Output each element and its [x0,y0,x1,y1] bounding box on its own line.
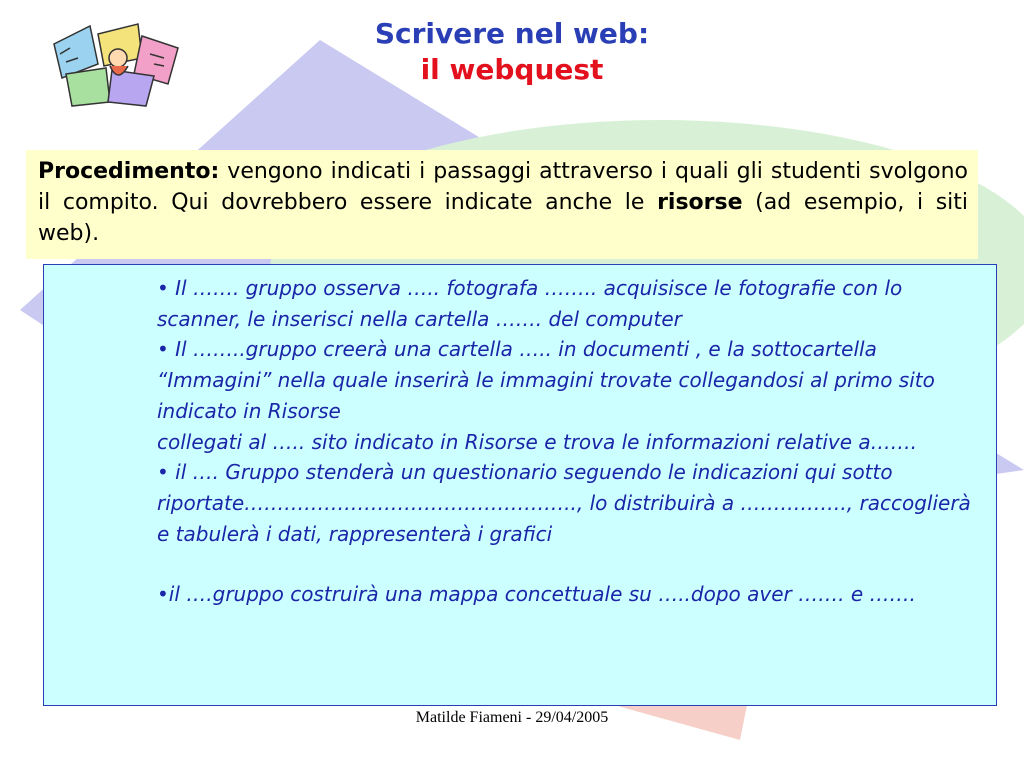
clipart-illustration [46,14,192,110]
procedimento-box [26,150,978,259]
steps-box [43,264,997,706]
spacer [157,549,986,579]
procedimento-text-1: vengono indicati i passaggi attraverso i quali gli studenti svolgono il compito. Qui dovrebbero essere indicate anche le [38,159,968,215]
step-item: • Il ……..gruppo creerà una cartella ….. in documenti , e la sottocartella “Immagini” nella quale inserirà le immagini trovate collegandosi al primo sito indicato in Risorse [157,337,935,423]
risorse-bold: risorse [657,190,743,215]
step-item: • il …. Gruppo stenderà un questionario seguendo le indicazioni qui sotto riportate………………………………………….., lo distribuirà a ……………., raccoglierà e tabulerà i dati, rappresenterà i grafici [157,460,971,546]
procedimento-text-2: (ad esempio, i siti web). [38,190,969,246]
step-item: • Il ……. gruppo osserva ….. fotografa …….. acquisisce le fotografie con lo scanner, le inserisci nella cartella ……. del computer [157,276,903,331]
step-item: collegati al ….. sito indicato in Risorse e trova le informazioni relative a……. [157,429,918,454]
slide-title [200,16,824,88]
title-line-2: il webquest [420,53,604,86]
title-line-1: Scrivere nel web: [374,17,650,50]
step-item: •il ….gruppo costruirà una mappa concettuale su …..dopo aver ……. e ……. [157,582,916,607]
footer-author-date: Matilde Fiameni - 29/04/2005 [415,709,609,726]
procedimento-label: Procedimento: [38,159,220,184]
